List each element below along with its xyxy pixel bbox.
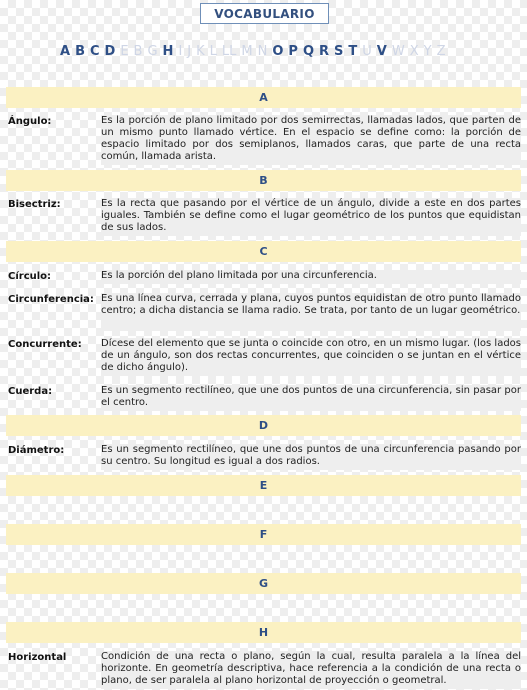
alphabet-letter-t[interactable]: T bbox=[348, 43, 358, 59]
alphabet-letter-c[interactable]: C bbox=[89, 43, 100, 59]
alphabet-letter-m: M bbox=[241, 43, 253, 59]
alphabet-letter-g: G bbox=[147, 43, 158, 59]
definition-cuerda: Es un segmento rectilíneo, que une dos puntos de una circunferencia, sin pasar por el centro. bbox=[101, 385, 521, 411]
alphabet-letter-e: E bbox=[120, 43, 129, 59]
alphabet-nav bbox=[60, 42, 450, 60]
alphabet-letter-x: X bbox=[409, 43, 419, 59]
section-header-c bbox=[6, 241, 521, 262]
alphabet-letter-i: I bbox=[178, 43, 183, 59]
definition-circunferencia: Es una línea curva, cerrada y plana, cuyos puntos equidistan de otro punto llamado centro; a dicha distancia se llama radio. Se trata, por tanto de un lugar geométrico. bbox=[101, 293, 521, 331]
alphabet-letter-q[interactable]: Q bbox=[302, 43, 315, 59]
definition-horizontal: Condición de una recta o plano, según la cual, resulta paralela a la línea del horizonte. En geometría descriptiva, hace referencia a la condición de una recta o plano, de ser paralela al plano horizontal de proyección o geometral. bbox=[101, 651, 521, 689]
section-header-b bbox=[6, 170, 521, 191]
term-horizontal: Horizontal bbox=[8, 652, 67, 663]
alphabet-letter-n: N bbox=[257, 43, 268, 59]
term-bisectriz: Bisectriz: bbox=[8, 199, 61, 210]
alphabet-letter-r[interactable]: R bbox=[319, 43, 330, 59]
alphabet-letter-v[interactable]: V bbox=[376, 43, 387, 59]
term-concurrente: Concurrente: bbox=[8, 339, 82, 350]
term-circulo: Círculo: bbox=[8, 271, 52, 282]
section-letter: A bbox=[259, 91, 268, 104]
section-letter: F bbox=[259, 528, 268, 541]
section-header-g bbox=[6, 573, 521, 594]
term-cuerda: Cuerda: bbox=[8, 386, 53, 397]
title-box bbox=[200, 3, 329, 24]
alphabet-letter-u: U bbox=[362, 43, 372, 59]
section-header-e bbox=[6, 475, 521, 496]
section-letter: G bbox=[258, 577, 269, 590]
page-title: VOCABULARIO bbox=[214, 6, 315, 21]
alphabet-letter-p[interactable]: P bbox=[288, 43, 298, 59]
definition-concurrente: Dícese del elemento que se junta o coincide con otro, en un mismo lugar. (los lados de un ángulo, son dos rectas concurrentes, que coinciden o se juntan en el vértice de dicho ángulo). bbox=[101, 338, 521, 376]
term-circunferencia: Circunferencia: bbox=[8, 294, 94, 305]
alphabet-letter-h[interactable]: H bbox=[162, 43, 174, 59]
alphabet-letter-l: L bbox=[209, 43, 217, 59]
alphabet-letter-d[interactable]: D bbox=[104, 43, 116, 59]
alphabet-letter-w: W bbox=[391, 43, 405, 59]
alphabet-letter-b[interactable]: B bbox=[75, 43, 85, 59]
section-letter: E bbox=[259, 479, 268, 492]
section-header-f bbox=[6, 524, 521, 545]
alphabet-letter-a[interactable]: A bbox=[60, 43, 71, 59]
alphabet-letter-o[interactable]: O bbox=[272, 43, 284, 59]
term-diametro: Diámetro: bbox=[8, 445, 65, 456]
definition-circulo: Es la porción del plano limitada por una circunferencia. bbox=[101, 270, 521, 284]
alphabet-letter-ll: LL bbox=[221, 43, 237, 59]
section-letter: C bbox=[259, 245, 268, 258]
section-letter: B bbox=[259, 174, 268, 187]
section-header-h bbox=[6, 622, 521, 643]
section-letter: D bbox=[258, 419, 269, 432]
section-letter: H bbox=[258, 626, 269, 639]
section-header-a bbox=[6, 87, 521, 108]
alphabet-letter-f: B bbox=[133, 43, 143, 59]
alphabet-letter-z: Z bbox=[436, 43, 446, 59]
alphabet-letter-s[interactable]: S bbox=[334, 43, 344, 59]
definition-angulo: Es la porción de plano limitado por dos semirrectas, llamadas lados, que parten de un mismo punto llamado vértice. En el espacio se define como: la porción de espacio limitado por dos semiplanos, llamados caras, que parte de una recta común, llamada arista. bbox=[101, 115, 521, 165]
alphabet-letter-y: Y bbox=[423, 43, 432, 59]
section-header-d bbox=[6, 415, 521, 436]
alphabet-letter-j: J bbox=[187, 43, 192, 59]
alphabet-letter-k: K bbox=[196, 43, 205, 59]
definition-bisectriz: Es la recta que pasando por el vértice de un ángulo, divide a este en dos partes iguales. También se define como el lugar geométrico de los puntos que equidistan de sus lados. bbox=[101, 198, 521, 236]
term-angulo: Ángulo: bbox=[8, 116, 52, 127]
definition-diametro: Es un segmento rectilíneo, que une dos puntos de una circunferencia pasando por su centro. Su longitud es igual a dos radios. bbox=[101, 444, 521, 470]
